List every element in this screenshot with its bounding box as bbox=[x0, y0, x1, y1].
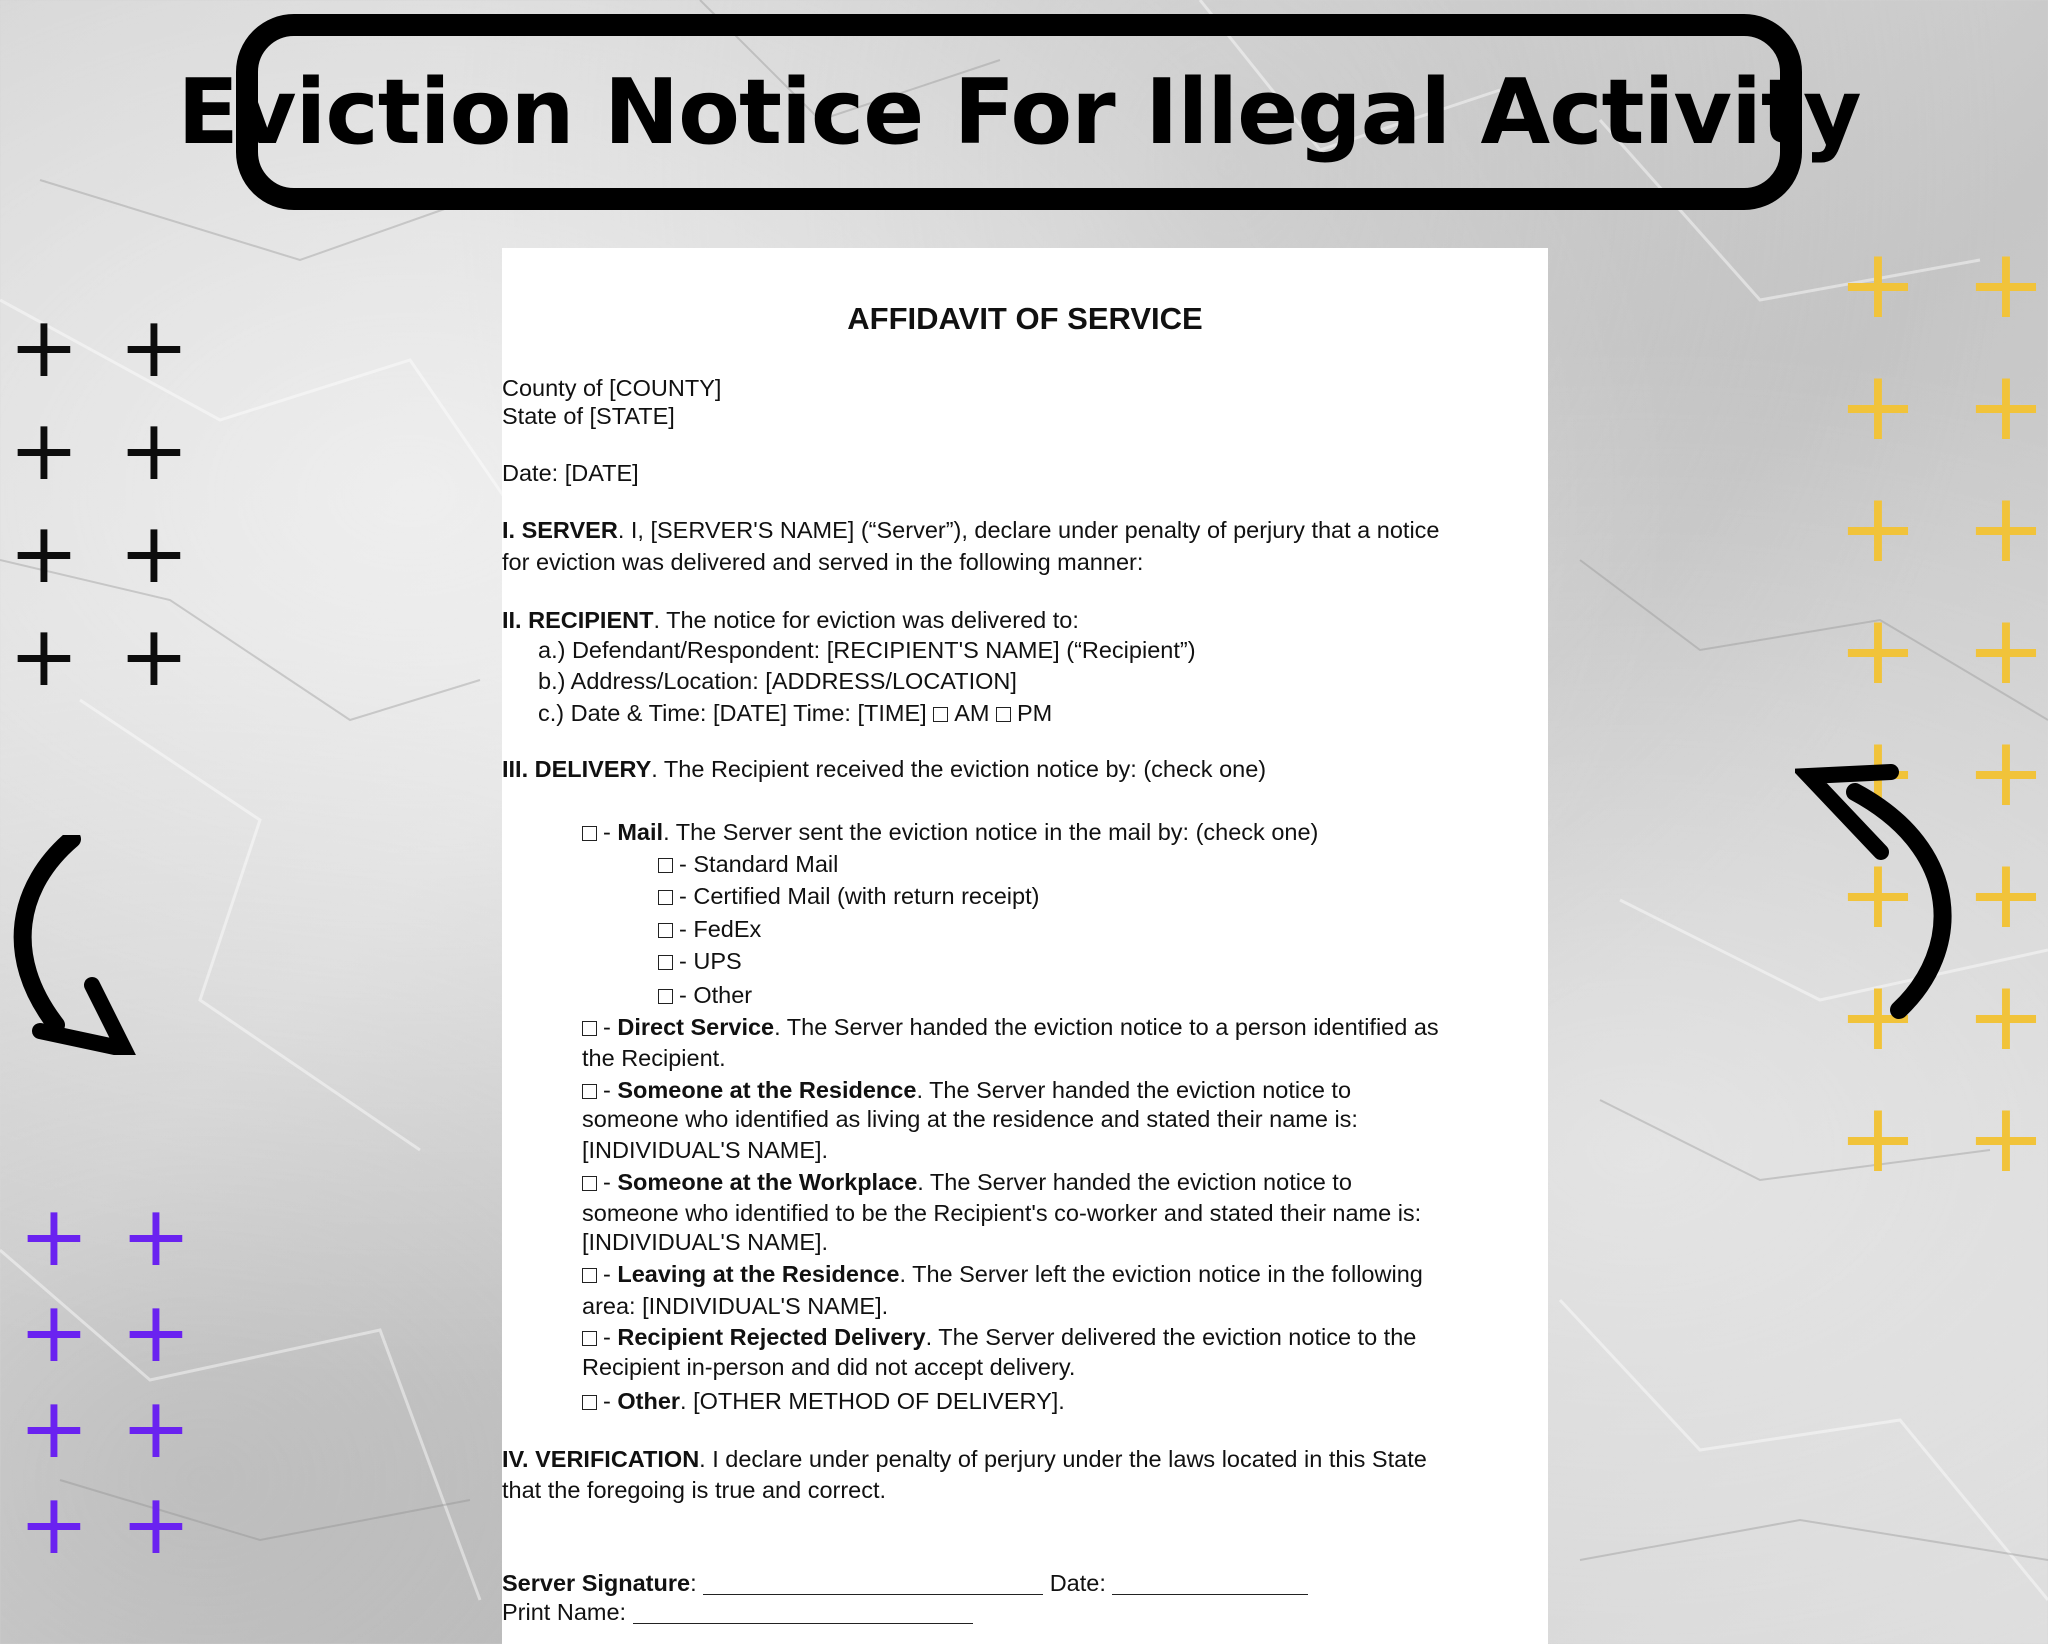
county-line: County of [COUNTY] bbox=[502, 375, 722, 401]
recipient-c bbox=[538, 698, 1052, 728]
page-title: Eviction Notice For Illegal Activity bbox=[177, 59, 1861, 165]
option-text: Other bbox=[693, 982, 753, 1008]
option-text: Recipient in-person and did not accept delivery. bbox=[582, 1354, 1076, 1380]
workplace-option: - Someone at the Workplace. The Server handed the eviction notice to bbox=[582, 1167, 1352, 1197]
plus-icon: + bbox=[18, 1475, 90, 1573]
option-text: Standard Mail bbox=[693, 851, 839, 877]
certified-mail-checkbox[interactable] bbox=[658, 890, 673, 905]
section-label: I. SERVER bbox=[502, 517, 618, 543]
option-text: [INDIVIDUAL'S NAME]. bbox=[582, 1137, 829, 1163]
rejected-option: - Recipient Rejected Delivery. The Server delivered the eviction notice to the bbox=[582, 1322, 1416, 1352]
option-text: FedEx bbox=[693, 916, 762, 942]
print-name-row bbox=[502, 1597, 973, 1627]
plus-icon: + bbox=[1837, 960, 1919, 1072]
section-label: III. DELIVERY bbox=[502, 756, 652, 782]
plus-icon: + bbox=[1965, 716, 2047, 828]
plus-icon: + bbox=[1837, 228, 1919, 340]
plus-icon: + bbox=[118, 504, 190, 602]
am-label: AM bbox=[954, 700, 990, 726]
option-label: Leaving at the Residence bbox=[617, 1261, 900, 1287]
option-label: Recipient Rejected Delivery bbox=[617, 1324, 926, 1350]
plus-icon: + bbox=[1965, 960, 2047, 1072]
plus-icon: + bbox=[1837, 472, 1919, 584]
state-line: State of [STATE] bbox=[502, 403, 675, 429]
other-mail-checkbox[interactable] bbox=[658, 989, 673, 1004]
rejected-checkbox[interactable] bbox=[582, 1331, 597, 1346]
delivery-section bbox=[502, 754, 1266, 784]
server-signature-line[interactable] bbox=[703, 1574, 1043, 1595]
mail-sub-option: - UPS bbox=[658, 946, 742, 976]
plus-icon: + bbox=[1837, 1082, 1919, 1194]
plus-icon: + bbox=[1965, 350, 2047, 462]
option-text: . The Server handed the eviction notice to bbox=[917, 1169, 1352, 1195]
signature-row: Server Signature: Date: bbox=[502, 1568, 1308, 1598]
ups-checkbox[interactable] bbox=[658, 955, 673, 970]
option-text: someone who identified to be the Recipient's co-worker and stated their name is: bbox=[582, 1200, 1422, 1226]
mail-option: - Mail. The Server sent the eviction notice in the mail by: (check one) bbox=[582, 817, 1318, 847]
option-label: Someone at the Workplace bbox=[617, 1169, 918, 1195]
plus-icon: + bbox=[1965, 228, 2047, 340]
pm-label: PM bbox=[1017, 700, 1053, 726]
plus-icon: + bbox=[1837, 594, 1919, 706]
fedex-checkbox[interactable] bbox=[658, 923, 673, 938]
mail-sub-option: - Standard Mail bbox=[658, 849, 838, 879]
mail-sub-option: - FedEx bbox=[658, 914, 761, 944]
title-banner bbox=[177, 14, 1861, 210]
option-text: . The Server left the eviction notice in the following bbox=[899, 1261, 1423, 1287]
server-section bbox=[502, 515, 1440, 545]
plus-icon: + bbox=[120, 1379, 192, 1477]
section-text: . The Recipient received the eviction notice by: (check one) bbox=[651, 756, 1267, 782]
section-label: II. RECIPIENT bbox=[502, 607, 654, 633]
print-name-line[interactable] bbox=[633, 1603, 973, 1624]
curved-arrow-icon bbox=[1795, 760, 1965, 1020]
plus-icon: + bbox=[118, 298, 190, 396]
recipient-c-text: c.) Date & Time: [DATE] Time: [TIME] bbox=[538, 700, 927, 726]
section-label: IV. VERIFICATION bbox=[502, 1446, 700, 1472]
plus-icon: + bbox=[1965, 1082, 2047, 1194]
affidavit-document bbox=[502, 248, 1548, 1644]
plus-icon: + bbox=[120, 1187, 192, 1285]
am-checkbox[interactable] bbox=[933, 707, 948, 722]
other-option: - Other. [OTHER METHOD OF DELIVERY]. bbox=[582, 1386, 1065, 1416]
curved-arrow-icon bbox=[0, 835, 140, 1055]
plus-icon: + bbox=[8, 607, 80, 705]
plus-icon: + bbox=[8, 298, 80, 396]
option-text: area: [INDIVIDUAL'S NAME]. bbox=[582, 1293, 889, 1319]
section-text: . I declare under penalty of perjury under the laws located in this State bbox=[699, 1446, 1427, 1472]
mail-sub-option: - Certified Mail (with return receipt) bbox=[658, 881, 1039, 911]
option-label: Someone at the Residence bbox=[617, 1077, 917, 1103]
mail-sub-option: - Other bbox=[658, 980, 752, 1010]
direct-service-option: - Direct Service. The Server handed the eviction notice to a person identified as bbox=[582, 1012, 1439, 1042]
option-text: . The Server handed the eviction notice to a person identified as bbox=[774, 1014, 1439, 1040]
residence-checkbox[interactable] bbox=[582, 1084, 597, 1099]
server-signature-label: Server Signature bbox=[502, 1570, 691, 1596]
residence-option: - Someone at the Residence. The Server handed the eviction notice to bbox=[582, 1075, 1351, 1105]
section-text: . The notice for eviction was delivered to: bbox=[653, 607, 1079, 633]
plus-icon: + bbox=[120, 1283, 192, 1381]
plus-icon: + bbox=[18, 1379, 90, 1477]
recipient-section bbox=[502, 605, 1079, 635]
option-text: someone who identified as living at the residence and stated their name is: bbox=[582, 1106, 1358, 1132]
recipient-b: b.) Address/Location: [ADDRESS/LOCATION] bbox=[538, 668, 1017, 694]
signature-date-label: Date: bbox=[1049, 1570, 1106, 1596]
other-checkbox[interactable] bbox=[582, 1395, 597, 1410]
plus-icon: + bbox=[120, 1475, 192, 1573]
verification-text: that the foregoing is true and correct. bbox=[502, 1477, 887, 1503]
plus-icon: + bbox=[1837, 350, 1919, 462]
plus-icon: + bbox=[1965, 838, 2047, 950]
leaving-option: - Leaving at the Residence. The Server left the eviction notice in the following bbox=[582, 1259, 1423, 1289]
option-text: [INDIVIDUAL'S NAME]. bbox=[582, 1229, 829, 1255]
direct-service-checkbox[interactable] bbox=[582, 1021, 597, 1036]
plus-icon: + bbox=[18, 1283, 90, 1381]
plus-icon: + bbox=[1837, 716, 1919, 828]
option-text: . The Server sent the eviction notice in the mail by: (check one) bbox=[663, 819, 1319, 845]
plus-icon: + bbox=[8, 504, 80, 602]
signature-date-line[interactable] bbox=[1112, 1574, 1308, 1595]
plus-icon: + bbox=[18, 1187, 90, 1285]
leaving-checkbox[interactable] bbox=[582, 1268, 597, 1283]
option-text: . [OTHER METHOD OF DELIVERY]. bbox=[680, 1388, 1065, 1414]
option-text: Certified Mail (with return receipt) bbox=[693, 883, 1040, 909]
plus-icon: + bbox=[1965, 594, 2047, 706]
workplace-checkbox[interactable] bbox=[582, 1176, 597, 1191]
standard-mail-checkbox[interactable] bbox=[658, 858, 673, 873]
verification-section bbox=[502, 1444, 1427, 1474]
option-text: . The Server delivered the eviction notice to the bbox=[925, 1324, 1417, 1350]
print-name-label: Print Name: bbox=[502, 1599, 627, 1625]
plus-icon: + bbox=[8, 401, 80, 499]
option-label: Other bbox=[617, 1388, 681, 1414]
server-text: for eviction was delivered and served in the following manner: bbox=[502, 549, 1144, 575]
plus-icon: + bbox=[118, 401, 190, 499]
date-line: Date: [DATE] bbox=[502, 460, 639, 486]
option-text: the Recipient. bbox=[582, 1045, 726, 1071]
option-text: UPS bbox=[693, 948, 742, 974]
mail-checkbox[interactable] bbox=[582, 826, 597, 841]
plus-icon: + bbox=[1965, 472, 2047, 584]
plus-icon: + bbox=[118, 607, 190, 705]
option-label: Direct Service bbox=[617, 1014, 775, 1040]
document-heading: AFFIDAVIT OF SERVICE bbox=[847, 301, 1203, 336]
option-text: . The Server handed the eviction notice to bbox=[916, 1077, 1352, 1103]
section-text: . I, [SERVER'S NAME] (“Server”), declare under penalty of perjury that a notice bbox=[617, 517, 1440, 543]
pm-checkbox[interactable] bbox=[996, 707, 1011, 722]
recipient-a: a.) Defendant/Respondent: [RECIPIENT'S NAME] (“Recipient”) bbox=[538, 637, 1196, 663]
plus-icon: + bbox=[1837, 838, 1919, 950]
option-label: Mail bbox=[617, 819, 664, 845]
